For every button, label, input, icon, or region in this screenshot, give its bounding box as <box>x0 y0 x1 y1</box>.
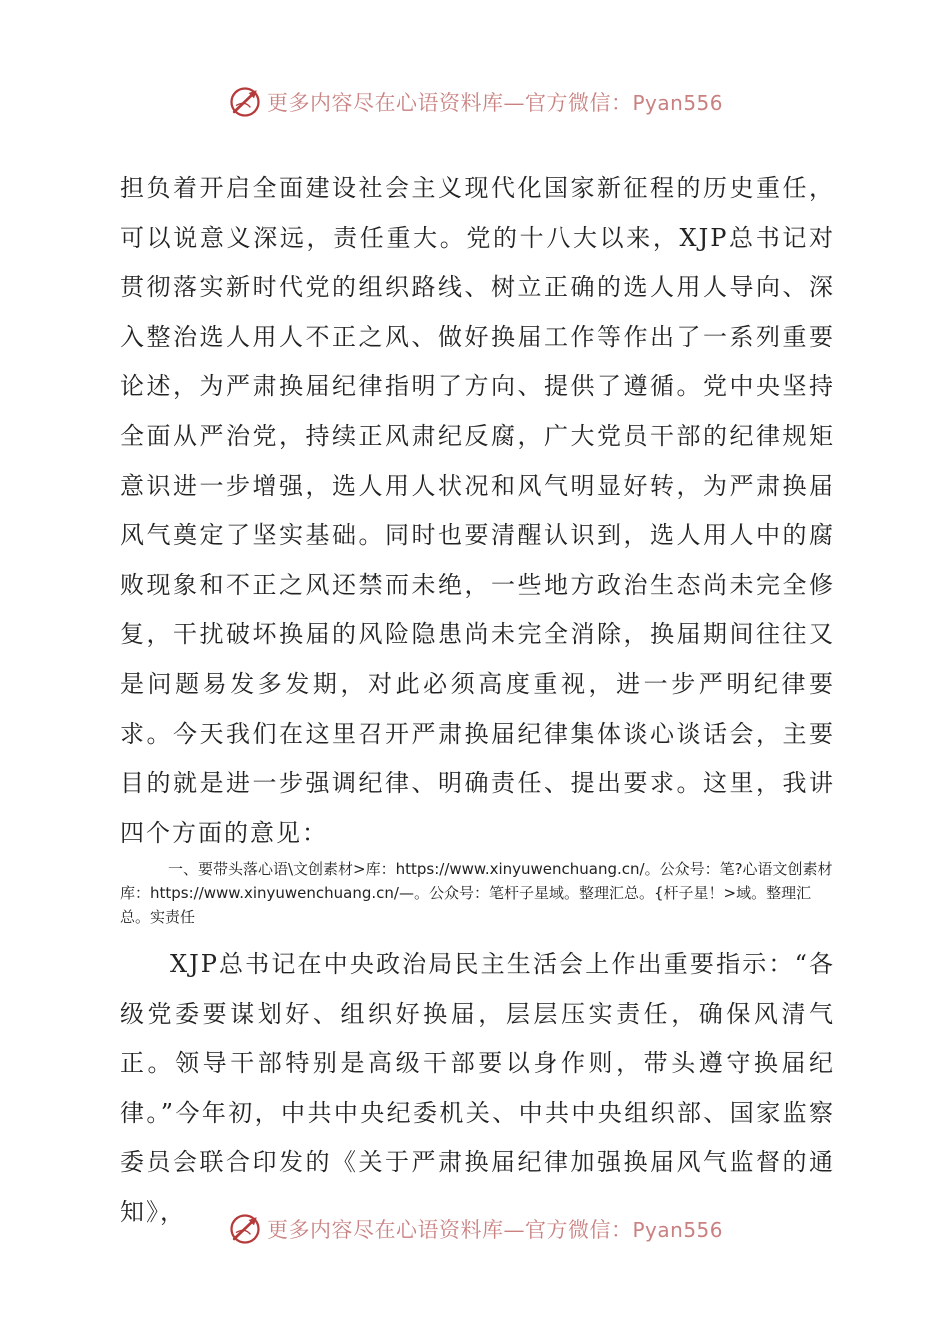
header-banner-text: 更多内容尽在心语资料库—官方微信：Pyan556 <box>266 91 723 115</box>
section-heading: 一、要带头落心语\文创素材>库：https://www.xinyuwenchuang.cn/。公众号：笔?心语文创素材库：https://www.xinyuwenchuang.cn/—。公众号：笔杆子星域。整理汇总。{杆子星！>域。整理汇总。实责任 <box>120 860 833 926</box>
footer-banner <box>0 1209 950 1249</box>
header-banner <box>0 82 950 122</box>
body-paragraph-1: 担负着开启全面建设社会主义现代化国家新征程的历史重任，可以说意义深远，责任重大。党的十八大以来，XJP总书记对贯彻落实新时代党的组织路线、树立正确的选人用人导向、深入整治选人用人不正之风、做好换届工作等作出了一系列重要论述，为严肃换届纪律指明了方向、提供了遵循。党中央坚持全面从严治党，持续正风肃纪反腐，广大党员干部的纪律规矩意识进一步增强，选人用人状况和风气明显好转，为严肃换届风气奠定了坚实基础。同时也要清醒认识到，选人用人中的腐败现象和不正之风还禁而未绝，一些地方政治生态尚未完全修复，干扰破坏换届的风险隐患尚未完全消除，换届期间往往又是问题易发多发期，对此必须高度重视，进一步严明纪律要求。今天我们在这里召开严肃换届纪律集体谈心谈话会，主要目的就是进一步强调纪律、明确责任、提出要求。这里，我讲四个方面的意见： <box>120 174 835 847</box>
header-wechat-id: Pyan556 <box>632 91 723 115</box>
footer-banner-text: 更多内容尽在心语资料库—官方微信：Pyan556 <box>266 1218 723 1242</box>
footer-wechat-id: Pyan556 <box>632 1218 723 1242</box>
pen-logo-icon <box>227 84 263 120</box>
body-paragraph-2: XJP总书记在中央政治局民主生活会上作出重要指示：“各级党委要谋划好、组织好换届，层层压实责任，确保风清气正。领导干部特别是高级干部要以身作则，带头遵守换届纪律。”今年初，中共中央纪委机关、中共中央组织部、国家监察委员会联合印发的《关于严肃换届纪律加强换届风气监督的通知》， <box>120 950 835 1226</box>
pen-logo-icon <box>227 1211 263 1247</box>
